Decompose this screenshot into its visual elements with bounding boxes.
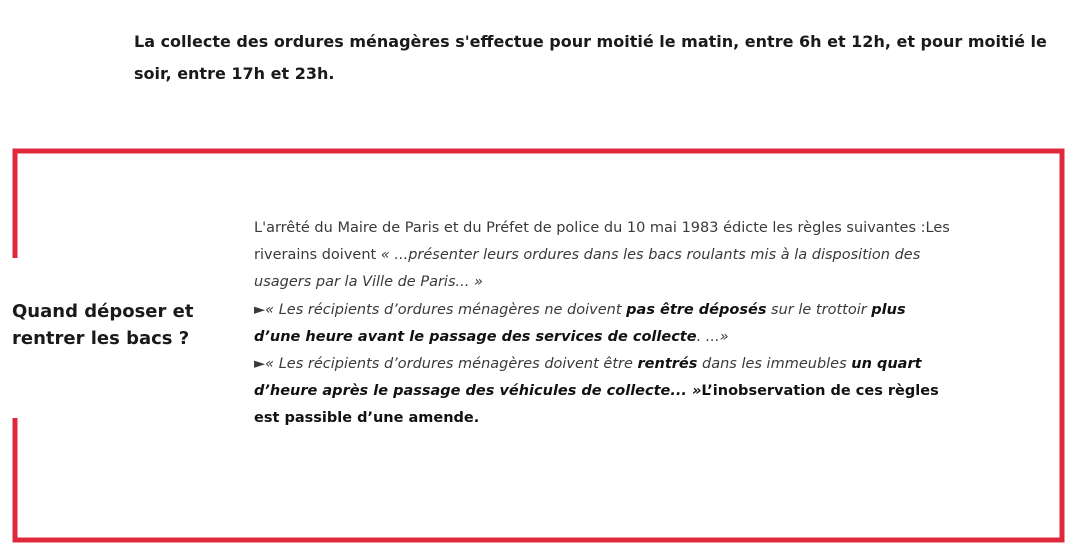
rules-quote-2c: sur le trottoir <box>766 301 872 318</box>
rules-quote-2a: « Les récipients d’ordures ménagères ne doivent <box>265 301 627 318</box>
rules-quote-1: « ...présenter leurs ordures dans les bacs roulants mis à la disposition des usagers par la Ville de Paris... » <box>254 247 921 291</box>
rules-quote-3a: « Les récipients d’ordures ménagères doivent être <box>265 356 638 373</box>
rules-quote-2d: plus d’une heure avant le passage des services de collecte <box>254 301 906 345</box>
arrow-icon: ► <box>254 356 266 373</box>
rules-quote-2b: pas être déposés <box>626 301 767 318</box>
box-heading: Quand déposer et rentrer les bacs ? <box>12 301 194 349</box>
rules-quote-3b: rentrés <box>637 356 698 373</box>
rules-quote-3c: dans les immeubles <box>697 356 852 373</box>
rules-intro: L'arrêté du Maire de Paris et du Préfet de police du 10 mai 1983 édicte les règles suivantes :Les riverains doivent <box>254 220 950 264</box>
collection-schedule-text: La collecte des ordures ménagères s'effectue pour moitié le matin, entre 6h et 12h, et pour moitié le soir, entre 17h et 23h. <box>134 32 1047 83</box>
rules-quote-3d: un quart d’heure après le passage des véhicules de collecte... » <box>254 356 922 400</box>
rules-text <box>254 215 954 433</box>
arrow-icon: ► <box>254 301 266 318</box>
rules-closing: L’inobservation de ces règles est passible d’une amende. <box>254 383 939 427</box>
rules-quote-2e: . ...» <box>696 328 729 345</box>
